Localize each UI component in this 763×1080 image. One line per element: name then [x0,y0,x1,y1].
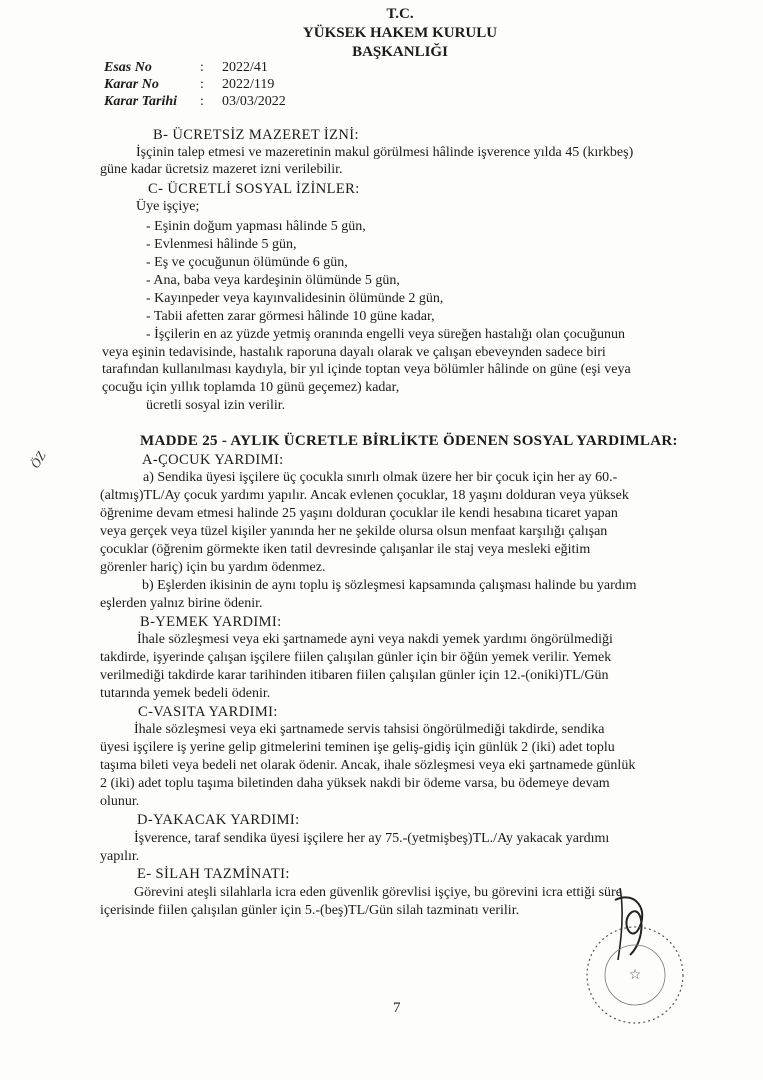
vasita-yardimi-title: C-VASITA YARDIMI: [138,704,278,720]
cocuk-yardimi-title: A-ÇOCUK YARDIMI: [142,452,284,468]
vasita-line: 2 (iki) adet toplu taşıma biletinden daha yüksek nakdi bir ödeme varsa, bu ödemeye devam [100,776,610,791]
header-tc: T.C. [386,6,414,22]
meta-label-esas: Esas No [104,60,152,75]
vasita-line: taşıma bileti veya bedeli net olarak ödenir. Ancak, ihale sözleşmesi veya eki şartnamede günlük [100,758,636,773]
yemek-line: takdirde, işyerinde çalışan işçilere fiilen çalışılan günler için bir öğün yemek verilir. Yemek [100,650,612,665]
cocuk-line: (altmış)TL/Ay çocuk yardımı yapılır. Ancak evlenen çocuklar, 18 yaşını dolduran veya yüksek [100,488,629,503]
meta-label-karar: Karar No [104,77,159,92]
section-c-title: C- ÜCRETLİ SOSYAL İZİNLER: [148,181,360,197]
section-c-item: - Kayınpeder veya kayınvalidesinin ölümünde 2 gün, [146,291,444,306]
section-b-title: B- ÜCRETSİZ MAZERET İZNİ: [153,127,359,143]
section-b-line: İşçinin talep etmesi ve mazeretinin makul görülmesi hâlinde işverence yılda 45 (kırkbeş) [136,145,634,160]
yemek-line: İhale sözleşmesi veya eki şartnamede ayni veya nakdi yemek yardımı öngörülmediği [137,632,613,647]
silah-line: içerisinde fiilen çalışılan günler için 5.-(beş)TL/Gün silah tazminatı verilir. [100,903,520,918]
section-c-item: - İşçilerin en az yüzde yetmiş oranında engelli veya süreğen hastalığı olan çocuğunun [146,327,625,342]
yemek-line: verilmediği takdirde karar tarihinden itibaren fiilen çalışılan günler için 12.-(oniki)TL/Gün [100,668,609,683]
meta-value-tarih: 03/03/2022 [222,94,286,109]
meta-sep-tarih: : [200,94,204,109]
vasita-line: olunur. [100,794,140,809]
section-c-item: - Ana, baba veya kardeşinin ölümünde 5 gün, [146,273,400,288]
cocuk-line: veya gerçek veya tüzel kişiler yanında her ne şekilde olursa olsun menfaat karşılığı çalışan [100,524,608,539]
page-number: 7 [393,1000,401,1016]
margin-handwritten-note: ÖZ [27,448,49,471]
yemek-yardimi-title: B-YEMEK YARDIMI: [140,614,282,630]
meta-value-esas: 2022/41 [222,60,268,75]
section-c-item: - Evlenmesi hâlinde 5 gün, [146,237,297,252]
meta-value-karar: 2022/119 [222,77,275,92]
meta-sep-esas: : [200,60,204,75]
yakacak-line: İşverence, taraf sendika üyesi işçilere her ay 75.-(yetmişbeş)TL./Ay yakacak yardımı [134,831,610,846]
cocuk-line: a) Sendika üyesi işçilere üç çocukla sınırlı olmak üzere her bir çocuk için her ay 60.- [143,470,618,485]
signature-stamp-graphic [560,880,700,1040]
vasita-line: üyesi işçilere iş yerine gelip gitmelerini teminen işe geliş-gidiş için günlük 2 (iki) adet toplu [100,740,615,755]
svg-text:☆: ☆ [628,967,642,983]
header-org: YÜKSEK HAKEM KURULU [302,25,498,41]
section-c-item: - Tabii afetten zarar görmesi hâlinde 10 güne kadar, [146,309,435,324]
madde-25-title: MADDE 25 - AYLIK ÜCRETLE BİRLİKTE ÖDENEN SOSYAL YARDIMLAR: [140,433,678,449]
silah-line: Görevini ateşli silahlarla icra eden güvenlik görevlisi işçiye, bu görevini icra ettiği süre [134,885,622,900]
cocuk-line: görenler hariç) için bu yardım ödenmez. [100,560,326,575]
cocuk-line: öğrenime devam etmesi halinde 25 yaşını dolduran çocuklar ile kendi hesabına ticaret yapan [100,506,618,521]
section-c-intro: Üye işçiye; [136,199,200,214]
section-c-closing: ücretli sosyal izin verilir. [146,398,286,413]
cocuk-line: çocuklar (öğrenim görmekte iken tatil devresinde çalışanlar ile staj veya mesleki eğitim [100,542,591,557]
vasita-line: İhale sözleşmesi veya eki şartnamede servis tahsisi öngörülmediği takdirde, sendika [134,722,605,737]
yakacak-line: yapılır. [100,849,140,864]
section-b-line: güne kadar ücretsiz mazeret izni verilebilir. [100,162,343,177]
header-dept: BAŞKANLIĞI [352,44,448,60]
meta-label-tarih: Karar Tarihi [104,94,178,109]
yemek-line: tutarında yemek bedeli ödenir. [100,686,271,701]
cocuk-b-line: b) Eşlerden ikisinin de aynı toplu iş sözleşmesi kapsamında çalışması halinde bu yardım [142,578,637,593]
cocuk-b-line: eşlerden yalnız birine ödenir. [100,596,263,611]
yakacak-yardimi-title: D-YAKACAK YARDIMI: [137,812,300,828]
section-c-item: - Eşinin doğum yapması hâlinde 5 gün, [146,219,366,234]
section-c-item: - Eş ve çocuğunun ölümünde 6 gün, [146,255,348,270]
section-c-cont: tarafından kullanılması kaydıyla, bir yıl içinde toptan veya bölümler hâlinde on güne (eşi veya [102,362,631,377]
silah-tazminati-title: E- SİLAH TAZMİNATI: [137,866,290,882]
meta-sep-karar: : [200,77,204,92]
section-c-cont: çocuğu için yıllık toplamda 10 günü geçemez) kadar, [102,380,400,395]
section-c-cont: veya eşinin tedavisinde, hastalık raporuna dayalı olarak ve çalışan ebeveynden sadece biri [102,345,606,360]
